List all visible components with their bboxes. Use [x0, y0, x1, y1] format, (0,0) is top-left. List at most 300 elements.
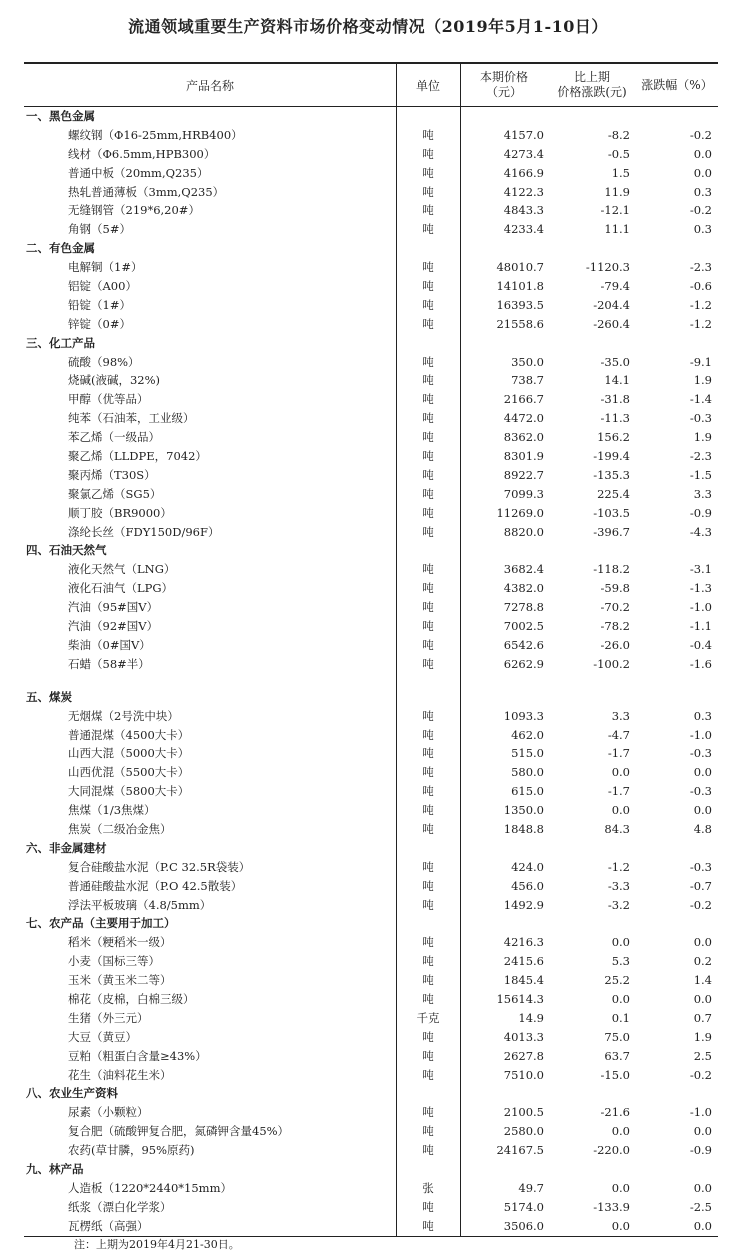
product-name-cell: 角钢（5#） — [68, 222, 131, 237]
unit-cell: 吨 — [422, 449, 434, 464]
price-cell: 2415.6 — [503, 954, 544, 969]
price-cell: 8362.0 — [503, 430, 544, 445]
price-cell: 1093.3 — [503, 708, 544, 723]
percent-cell: -3.1 — [689, 562, 712, 577]
percent-cell: -1.1 — [689, 619, 712, 634]
table-row — [24, 258, 718, 277]
table-row — [24, 952, 718, 971]
change-cell — [548, 1084, 636, 1103]
percent-cell: -9.1 — [689, 354, 712, 369]
unit-cell: 吨 — [422, 279, 434, 294]
table-row — [24, 504, 718, 523]
price-cell: 24167.5 — [496, 1143, 544, 1158]
percent-cell — [636, 688, 718, 707]
category-row — [24, 541, 718, 560]
percent-cell: -2.3 — [689, 449, 712, 464]
category-row — [24, 239, 718, 258]
product-name-cell: 生猪（外三元） — [68, 1010, 149, 1025]
category-row — [24, 914, 718, 933]
unit-cell: 张 — [422, 1180, 434, 1195]
price-cell: 4166.9 — [503, 165, 544, 180]
change-cell: 11.9 — [604, 184, 630, 199]
table-row — [24, 801, 718, 820]
percent-cell: 0.0 — [693, 1124, 712, 1139]
price-cell: 4472.0 — [503, 411, 544, 426]
product-name-cell: 七、农产品（主要用于加工） — [26, 916, 176, 931]
price-cell: 8301.9 — [503, 449, 544, 464]
product-name-cell: 汽油（92#国Ⅴ） — [68, 619, 159, 634]
table-row — [24, 145, 718, 164]
product-name-cell: 六、非金属建材 — [26, 840, 107, 855]
table-row — [24, 782, 718, 801]
unit-cell: 吨 — [422, 354, 434, 369]
change-cell: 25.2 — [604, 973, 630, 988]
price-cell: 2627.8 — [503, 1048, 544, 1063]
change-cell: -4.7 — [607, 727, 630, 742]
unit-cell — [396, 239, 460, 258]
unit-cell: 吨 — [422, 897, 434, 912]
table-row — [24, 485, 718, 504]
percent-cell: -1.4 — [689, 392, 712, 407]
unit-cell: 吨 — [422, 619, 434, 634]
product-name-cell: 汽油（95#国Ⅴ） — [68, 600, 159, 615]
price-cell — [460, 239, 548, 258]
unit-cell — [396, 334, 460, 353]
header-price — [460, 70, 548, 100]
unit-cell: 吨 — [422, 146, 434, 161]
product-name-cell: 人造板（1220*2440*15mm） — [68, 1180, 232, 1195]
table-row — [24, 820, 718, 839]
unit-cell: 吨 — [422, 184, 434, 199]
product-name-cell: 浮法平板玻璃（4.8/5mm） — [68, 897, 212, 912]
percent-cell — [636, 1160, 718, 1179]
product-name-cell: 无缝钢管（219*6,20#） — [68, 203, 200, 218]
price-cell: 3682.4 — [503, 562, 544, 577]
percent-cell: 4.8 — [693, 821, 712, 836]
percent-cell: -0.9 — [689, 1143, 712, 1158]
product-name-cell: 二、有色金属 — [26, 241, 95, 256]
price-cell: 2166.7 — [503, 392, 544, 407]
percent-cell: -0.2 — [689, 1067, 712, 1082]
product-name-cell: 瓦楞纸（高强） — [68, 1218, 149, 1233]
unit-cell: 吨 — [422, 486, 434, 501]
change-cell: -100.2 — [593, 656, 630, 671]
table-row — [24, 466, 718, 485]
unit-cell: 吨 — [422, 430, 434, 445]
product-name-cell: 聚氯乙烯（SG5） — [68, 486, 162, 501]
unit-cell — [396, 1084, 460, 1103]
percent-cell: 0.0 — [693, 146, 712, 161]
unit-cell: 吨 — [422, 765, 434, 780]
percent-cell: -0.6 — [689, 279, 712, 294]
price-cell — [460, 541, 548, 560]
table-row — [24, 763, 718, 782]
change-cell: -204.4 — [593, 297, 630, 312]
price-cell: 1845.4 — [503, 973, 544, 988]
unit-cell: 吨 — [422, 656, 434, 671]
table-row — [24, 1217, 718, 1236]
header-name: 产品名称 — [185, 78, 234, 93]
category-row — [24, 334, 718, 353]
product-name-cell: 无烟煤（2号洗中块） — [68, 708, 179, 723]
product-name-cell: 石蜡（58#半） — [68, 656, 150, 671]
price-cell: 4216.3 — [503, 935, 544, 950]
percent-cell: -1.0 — [689, 600, 712, 615]
table-row — [24, 277, 718, 296]
product-name-cell: 小麦（国标三等） — [68, 954, 160, 969]
percent-cell: -1.0 — [689, 727, 712, 742]
price-cell: 6262.9 — [503, 656, 544, 671]
change-cell — [548, 839, 636, 858]
change-cell: -3.2 — [607, 897, 630, 912]
price-cell: 6542.6 — [503, 637, 544, 652]
change-cell: 1.5 — [611, 165, 630, 180]
product-name-cell: 五、煤炭 — [26, 689, 72, 704]
unit-cell: 吨 — [422, 954, 434, 969]
percent-cell: -0.3 — [689, 746, 712, 761]
product-name-cell: 焦煤（1/3焦煤） — [68, 803, 156, 818]
price-cell: 15614.3 — [496, 991, 544, 1006]
table-row — [24, 447, 718, 466]
unit-cell: 吨 — [422, 600, 434, 615]
unit-cell: 吨 — [422, 973, 434, 988]
unit-cell: 吨 — [422, 316, 434, 331]
change-cell: 11.1 — [604, 222, 630, 237]
product-name-cell: 苯乙烯（一级品） — [68, 430, 160, 445]
percent-cell: -1.3 — [689, 581, 712, 596]
header-change-line2: 价格涨跌(元) — [557, 85, 627, 99]
table-row — [24, 1028, 718, 1047]
product-name-cell: 四、石油天然气 — [26, 543, 107, 558]
percent-cell: -0.3 — [689, 411, 712, 426]
percent-cell: -0.3 — [689, 859, 712, 874]
table-row — [24, 126, 718, 145]
product-name-cell: 液化天然气（LNG） — [68, 562, 176, 577]
product-name-cell: 玉米（黄玉米二等） — [68, 973, 172, 988]
product-name-cell: 复合肥（硫酸钾复合肥，氮磷钾含量45%） — [68, 1124, 290, 1139]
table-row — [24, 598, 718, 617]
unit-cell: 吨 — [422, 1067, 434, 1082]
category-row — [24, 839, 718, 858]
unit-cell: 吨 — [422, 637, 434, 652]
product-name-cell: 纸浆（漂白化学浆） — [68, 1199, 172, 1214]
product-name-cell: 普通硅酸盐水泥（P.O 42.5散装） — [68, 878, 243, 893]
product-name-cell: 复合硅酸盐水泥（P.C 32.5R袋装） — [68, 859, 251, 874]
percent-cell: -1.2 — [689, 297, 712, 312]
percent-cell: -1.0 — [689, 1105, 712, 1120]
change-cell: -133.9 — [593, 1199, 630, 1214]
change-cell: -260.4 — [593, 316, 630, 331]
product-name-cell: 热轧普通薄板（3mm,Q235） — [68, 184, 225, 199]
price-cell: 8820.0 — [503, 524, 544, 539]
product-name-cell: 豆粕（粗蛋白含量≥43%） — [68, 1048, 207, 1063]
product-name-cell: 顺丁胶（BR9000） — [68, 505, 172, 520]
unit-cell: 吨 — [422, 411, 434, 426]
percent-cell — [636, 107, 718, 126]
product-name-cell: 稻米（粳稻米一级） — [68, 935, 172, 950]
header-percent: 涨跌幅（%） — [641, 77, 713, 92]
unit-cell: 吨 — [422, 562, 434, 577]
percent-cell: 1.9 — [693, 373, 712, 388]
table-row — [24, 1122, 718, 1141]
unit-cell: 吨 — [422, 1124, 434, 1139]
unit-cell — [396, 1160, 460, 1179]
change-cell: -135.3 — [593, 467, 630, 482]
change-cell: -79.4 — [600, 279, 630, 294]
price-cell — [460, 1084, 548, 1103]
table-row — [24, 933, 718, 952]
product-name-cell: 聚丙烯（T30S） — [68, 467, 156, 482]
header-unit: 单位 — [415, 78, 440, 93]
change-cell: 0.0 — [611, 1124, 630, 1139]
product-name-cell: 柴油（0#国Ⅴ） — [68, 637, 151, 652]
percent-cell: 0.0 — [693, 1180, 712, 1195]
percent-cell — [636, 839, 718, 858]
product-name-cell: 棉花（皮棉，白棉三级） — [68, 991, 195, 1006]
change-cell: 0.0 — [611, 1180, 630, 1195]
table-row — [24, 296, 718, 315]
change-cell: -31.8 — [600, 392, 630, 407]
category-row — [24, 107, 718, 126]
percent-cell: -0.2 — [689, 203, 712, 218]
unit-cell: 吨 — [422, 1105, 434, 1120]
product-name-cell: 电解铜（1#） — [68, 260, 143, 275]
price-cell: 2100.5 — [503, 1105, 544, 1120]
unit-cell: 吨 — [422, 1029, 434, 1044]
price-cell: 4233.4 — [503, 222, 544, 237]
change-cell: 84.3 — [604, 821, 630, 836]
change-cell: 0.0 — [611, 935, 630, 950]
percent-cell — [636, 334, 718, 353]
change-cell — [548, 239, 636, 258]
header-price-line2: （元） — [485, 85, 522, 99]
product-name-cell: 大豆（黄豆） — [68, 1029, 137, 1044]
percent-cell: 0.2 — [693, 954, 712, 969]
unit-cell: 吨 — [422, 165, 434, 180]
percent-cell: 1.9 — [693, 1029, 712, 1044]
change-cell: -118.2 — [593, 562, 630, 577]
header-change-line1: 比上期 — [573, 70, 610, 84]
unit-cell: 吨 — [422, 878, 434, 893]
unit-cell — [396, 839, 460, 858]
product-name-cell: 锌锭（0#） — [68, 316, 131, 331]
change-cell: -8.2 — [607, 127, 630, 142]
change-cell — [548, 914, 636, 933]
table-row — [24, 1103, 718, 1122]
price-cell: 4382.0 — [503, 581, 544, 596]
table-row — [24, 877, 718, 896]
product-name-cell: 螺纹钢（Φ16-25mm,HRB400） — [68, 127, 243, 142]
price-cell: 8922.7 — [503, 467, 544, 482]
table-row — [24, 353, 718, 372]
unit-cell: 吨 — [422, 203, 434, 218]
price-cell: 48010.7 — [496, 260, 544, 275]
unit-cell — [396, 107, 460, 126]
price-cell: 580.0 — [511, 765, 544, 780]
footnote: 注：上期为2019年4月21-30日。 — [74, 1238, 240, 1251]
unit-cell: 吨 — [422, 524, 434, 539]
percent-cell — [636, 541, 718, 560]
change-cell: -11.3 — [600, 411, 630, 426]
price-cell: 7278.8 — [503, 600, 544, 615]
price-cell — [460, 107, 548, 126]
change-cell: -103.5 — [593, 505, 630, 520]
unit-cell: 吨 — [422, 260, 434, 275]
table-row — [24, 1179, 718, 1198]
product-name-cell: 焦炭（二级冶金焦） — [68, 821, 172, 836]
price-cell — [460, 1160, 548, 1179]
product-name-cell: 普通中板（20mm,Q235） — [68, 165, 209, 180]
unit-cell: 吨 — [422, 222, 434, 237]
change-cell — [548, 688, 636, 707]
unit-cell: 吨 — [422, 746, 434, 761]
price-cell: 7099.3 — [503, 486, 544, 501]
price-cell — [460, 839, 548, 858]
table-header — [24, 64, 718, 106]
unit-cell — [396, 541, 460, 560]
percent-cell: -2.3 — [689, 260, 712, 275]
table-row — [24, 390, 718, 409]
percent-cell: 0.0 — [693, 991, 712, 1006]
category-row — [24, 1160, 718, 1179]
table-row — [24, 201, 718, 220]
change-cell: -12.1 — [600, 203, 630, 218]
product-name-cell: 聚乙烯（LLDPE，7042） — [68, 449, 207, 464]
percent-cell — [636, 914, 718, 933]
product-name-cell: 八、农业生产资料 — [26, 1086, 118, 1101]
price-cell: 14.9 — [518, 1010, 544, 1025]
percent-cell: 0.3 — [693, 222, 712, 237]
product-name-cell: 液化石油气（LPG） — [68, 581, 174, 596]
change-cell: -21.6 — [600, 1105, 630, 1120]
price-cell: 5174.0 — [503, 1199, 544, 1214]
percent-cell: -0.2 — [689, 897, 712, 912]
change-cell: -220.0 — [593, 1143, 630, 1158]
change-cell: 0.1 — [611, 1010, 630, 1025]
change-cell: 63.7 — [604, 1048, 630, 1063]
unit-cell: 吨 — [422, 1048, 434, 1063]
percent-cell: 0.0 — [693, 1218, 712, 1233]
unit-cell: 吨 — [422, 127, 434, 142]
change-cell: -26.0 — [600, 637, 630, 652]
percent-cell: -0.4 — [689, 637, 712, 652]
change-cell: -1120.3 — [585, 260, 630, 275]
column-separator — [460, 62, 461, 1237]
table-row — [24, 409, 718, 428]
unit-cell — [396, 688, 460, 707]
unit-cell: 吨 — [422, 784, 434, 799]
price-cell: 1848.8 — [503, 821, 544, 836]
table-row — [24, 896, 718, 915]
percent-cell: 2.5 — [693, 1048, 712, 1063]
table-row — [24, 164, 718, 183]
product-name-cell: 铅锭（1#） — [68, 297, 131, 312]
percent-cell: -0.9 — [689, 505, 712, 520]
change-cell: 0.0 — [611, 803, 630, 818]
table-row — [24, 1047, 718, 1066]
price-cell: 49.7 — [518, 1180, 544, 1195]
price-cell: 11269.0 — [496, 505, 544, 520]
unit-cell: 吨 — [422, 935, 434, 950]
product-name-cell: 尿素（小颗粒） — [68, 1105, 149, 1120]
price-cell: 7510.0 — [503, 1067, 544, 1082]
price-cell — [460, 914, 548, 933]
table-row — [24, 560, 718, 579]
unit-cell — [396, 914, 460, 933]
table-row — [24, 1066, 718, 1085]
price-cell: 4122.3 — [503, 184, 544, 199]
table-row — [24, 617, 718, 636]
change-cell: -1.2 — [607, 859, 630, 874]
table-row — [24, 1141, 718, 1160]
price-cell: 7002.5 — [503, 619, 544, 634]
table-row — [24, 523, 718, 542]
percent-cell: -0.2 — [689, 127, 712, 142]
price-cell — [460, 334, 548, 353]
change-cell — [548, 107, 636, 126]
table-row — [24, 1009, 718, 1028]
percent-cell: -1.6 — [689, 656, 712, 671]
percent-cell: -0.3 — [689, 784, 712, 799]
table-row — [24, 655, 718, 674]
percent-cell: 0.0 — [693, 803, 712, 818]
price-cell: 4013.3 — [503, 1029, 544, 1044]
change-cell: 14.1 — [604, 373, 630, 388]
product-name-cell: 山西优混（5500大卡） — [68, 765, 190, 780]
percent-cell: 0.3 — [693, 708, 712, 723]
price-cell — [460, 688, 548, 707]
price-cell: 4273.4 — [503, 146, 544, 161]
table-row — [24, 726, 718, 745]
unit-cell: 吨 — [422, 708, 434, 723]
percent-cell: 3.3 — [693, 486, 712, 501]
price-cell: 1492.9 — [503, 897, 544, 912]
percent-cell: -4.3 — [689, 524, 712, 539]
table-body — [24, 107, 718, 1236]
percent-cell: 0.0 — [693, 935, 712, 950]
category-row — [24, 688, 718, 707]
change-cell: -1.7 — [607, 746, 630, 761]
change-cell: -3.3 — [607, 878, 630, 893]
change-cell: 0.0 — [611, 765, 630, 780]
percent-cell: 0.0 — [693, 765, 712, 780]
header-change — [548, 70, 636, 100]
percent-cell — [636, 239, 718, 258]
price-cell: 1350.0 — [503, 803, 544, 818]
product-name-cell: 烧碱(液碱，32%) — [68, 373, 161, 388]
percent-cell: 0.3 — [693, 184, 712, 199]
change-cell: -199.4 — [593, 449, 630, 464]
unit-cell: 吨 — [422, 297, 434, 312]
percent-cell: 1.9 — [693, 430, 712, 445]
change-cell: 75.0 — [604, 1029, 630, 1044]
table-row — [24, 371, 718, 390]
percent-cell: -2.5 — [689, 1199, 712, 1214]
change-cell: 5.3 — [611, 954, 630, 969]
percent-cell: 0.0 — [693, 165, 712, 180]
product-name-cell: 涤纶长丝（FDY150D/96F） — [68, 524, 220, 539]
price-cell: 615.0 — [511, 784, 544, 799]
unit-cell: 吨 — [422, 821, 434, 836]
change-cell: 0.0 — [611, 1218, 630, 1233]
product-name-cell: 铝锭（A00） — [68, 279, 137, 294]
percent-cell: 0.7 — [693, 1010, 712, 1025]
price-cell: 462.0 — [511, 727, 544, 742]
change-cell — [548, 334, 636, 353]
unit-cell: 吨 — [422, 467, 434, 482]
change-cell: 156.2 — [597, 430, 630, 445]
product-name-cell: 一、黑色金属 — [26, 109, 95, 123]
